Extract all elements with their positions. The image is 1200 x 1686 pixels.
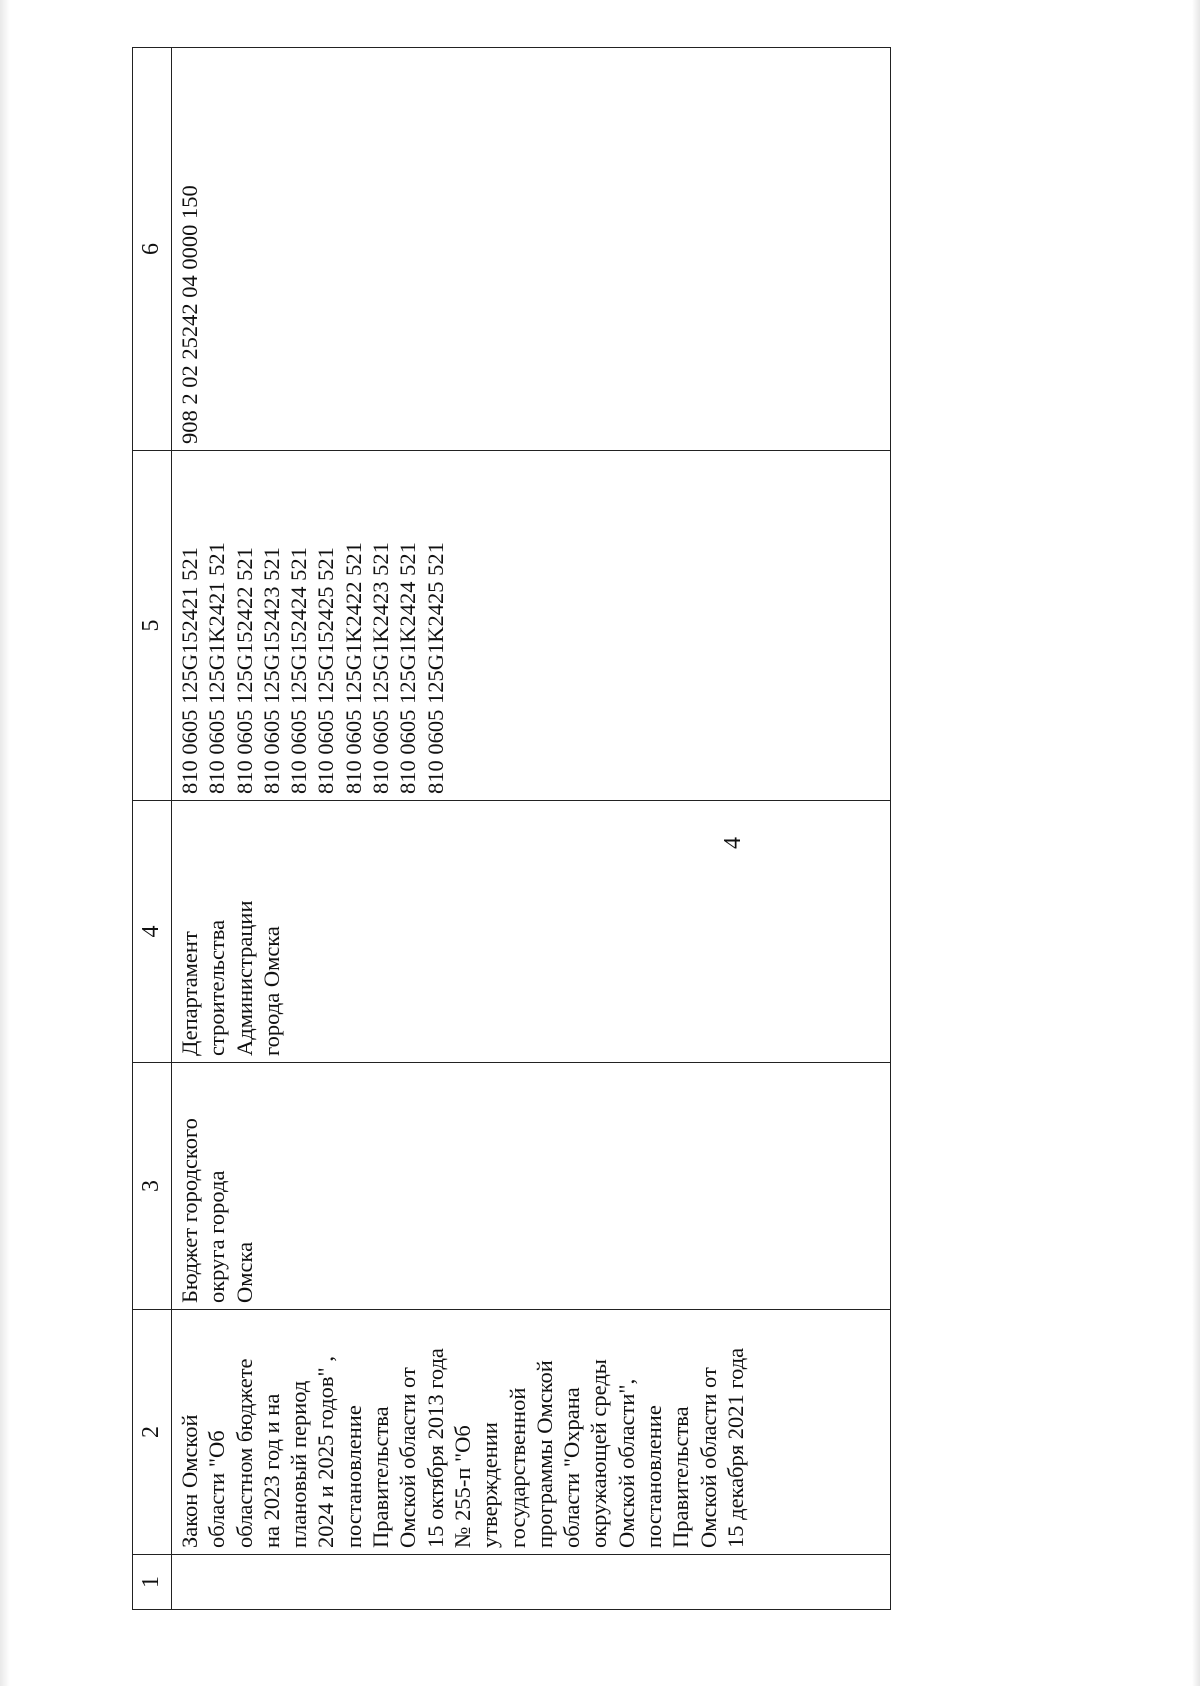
- cell-col1: [172, 1555, 891, 1610]
- expense-code: 810 0605 125G152423 521: [258, 547, 284, 794]
- cell-revenue-code: 908 2 02 25242 04 0000 150: [172, 48, 891, 451]
- header-cell-6: 6: [133, 48, 172, 451]
- expense-code: 810 0605 125G1K2422 521: [340, 542, 366, 794]
- expense-code: 810 0605 125G1K2423 521: [368, 542, 394, 794]
- table-header-row: [133, 48, 172, 1610]
- budget-table: [132, 47, 891, 1610]
- expense-code: 810 0605 125G152424 521: [286, 547, 312, 794]
- expense-code: 810 0605 125G152422 521: [231, 547, 257, 794]
- cell-budget: Бюджет городского округа города Омска: [172, 1063, 891, 1310]
- header-cell-2: 2: [133, 1310, 172, 1555]
- expense-code: 810 0605 125G1K2421 521: [204, 542, 230, 794]
- cell-department: Департамент строительства Администрации города Омска: [172, 801, 891, 1063]
- table-row: [172, 48, 891, 1610]
- cell-expense-codes: [172, 451, 891, 801]
- header-cell-4: 4: [133, 801, 172, 1063]
- expense-code: 810 0605 125G152421 521: [177, 547, 202, 794]
- expense-code: 810 0605 125G152425 521: [313, 547, 339, 794]
- page-number: 4: [720, 837, 746, 849]
- header-cell-3: 3: [133, 1063, 172, 1310]
- cell-legal-basis: Закон Омской области "Об областном бюджете на 2023 год и на плановый период 2024 и 2025 годов" , постановление Правительства Омской области от 15 октября 2013 года № 255-п "Об утверждении государственной программы Омской области "Охрана окружающей среды Омской области", постановление Правительства Омской области от 15 декабря 2021 года: [172, 1310, 891, 1555]
- expense-code: 810 0605 125G1K2424 521: [395, 542, 421, 794]
- expense-code: 810 0605 125G1K2425 521: [422, 542, 448, 794]
- header-cell-5: 5: [133, 451, 172, 801]
- header-cell-1: 1: [133, 1555, 172, 1610]
